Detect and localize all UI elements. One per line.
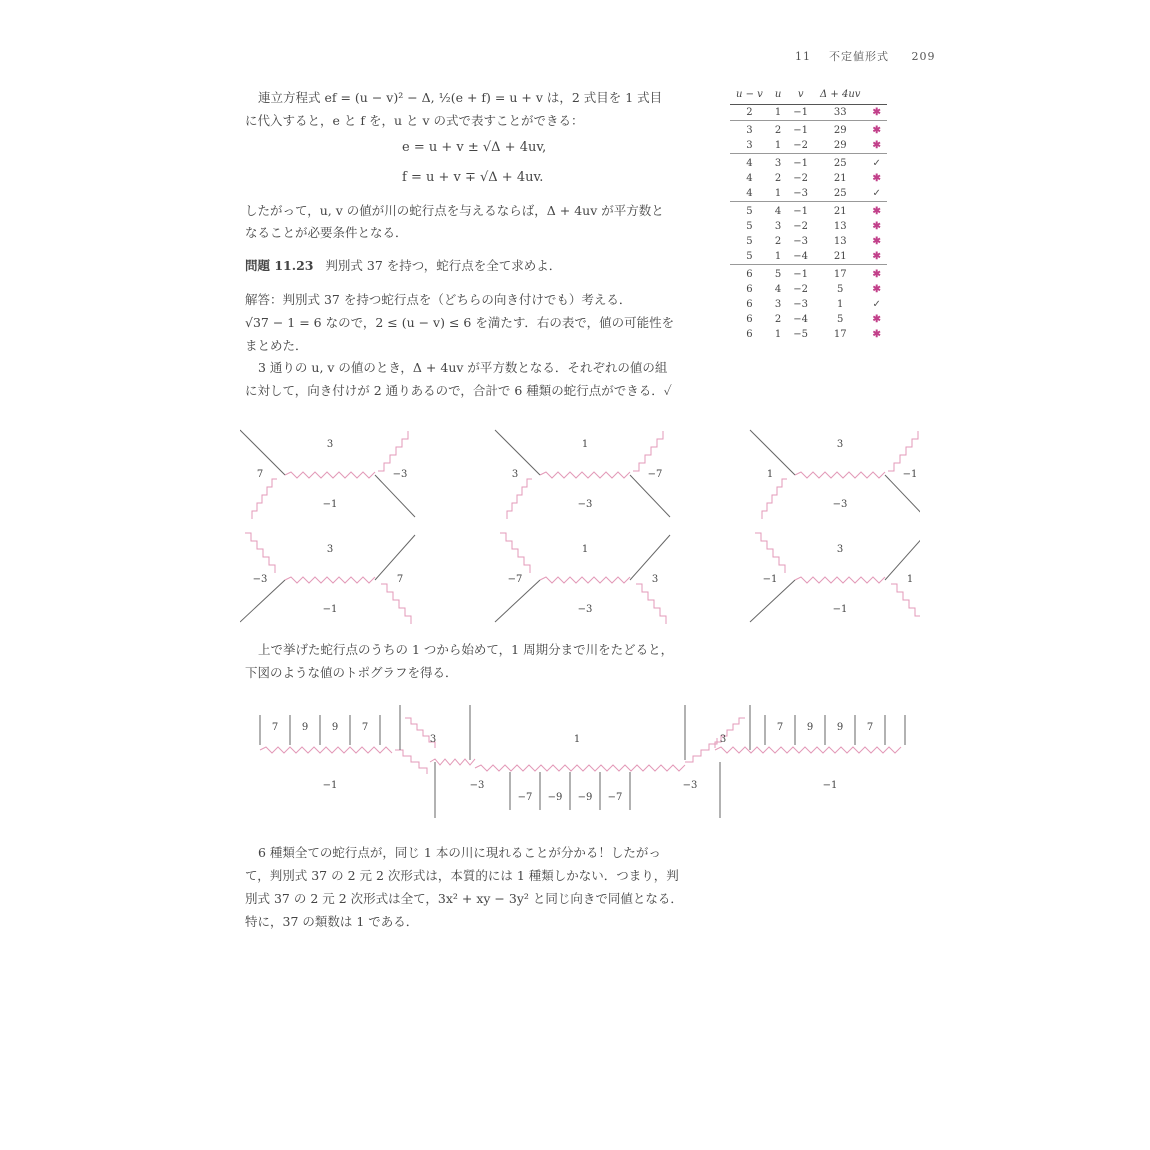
region-value-right: −3 xyxy=(392,469,408,480)
region-value: −9 xyxy=(547,792,563,803)
positive-staircase xyxy=(891,584,920,624)
river-staircase xyxy=(395,750,427,774)
cell-mark: ✱ xyxy=(866,121,886,139)
cell-mark: ✓ xyxy=(866,154,886,172)
cell-delta: 13 xyxy=(833,221,847,232)
table-row xyxy=(730,105,887,121)
cell-u: 3 xyxy=(769,154,787,172)
positive-staircase xyxy=(381,584,411,624)
cell-u: 3 xyxy=(774,221,782,232)
conclusion-line-4: 特に，37 の類数は 1 である． xyxy=(245,914,419,929)
cell-u: 5 xyxy=(769,265,787,283)
cell-mark: ✱ xyxy=(872,140,881,151)
value-table-wrapper xyxy=(730,84,887,342)
region-value: 7 xyxy=(866,722,874,733)
page-number: 209 xyxy=(911,50,936,63)
problem-label: 問題 11.23 xyxy=(245,258,314,273)
table-row xyxy=(730,327,887,342)
cell-u-minus-v: 2 xyxy=(746,107,753,118)
solution-line-1: 解答：判別式 37 を持つ蛇行点を（どちらの向き付けでも）考える． xyxy=(245,292,632,307)
cell-u-minus-v: 3 xyxy=(730,121,769,139)
river-staircase xyxy=(685,738,717,762)
positive-staircase xyxy=(500,533,530,573)
header-u-minus-v: u − v xyxy=(730,84,769,105)
river-wave xyxy=(285,472,375,478)
region-value: −7 xyxy=(517,792,533,803)
chapter-number: 11 xyxy=(795,50,811,63)
boundary-line xyxy=(885,475,920,517)
boundary-line xyxy=(240,580,285,622)
region-value: −3 xyxy=(469,780,485,791)
cell-mark: ✱ xyxy=(872,107,881,118)
region-value-left: 7 xyxy=(256,469,264,480)
cell-mark: ✱ xyxy=(872,251,881,262)
region-value: 7 xyxy=(361,722,369,733)
table-row xyxy=(730,138,887,154)
region-value-top: 3 xyxy=(836,544,844,555)
conclusion-line-2: て，判別式 37 の 2 元 2 次形式は，本質的には 1 種類しかない．つまり，判 xyxy=(245,868,679,883)
cell-mark: ✱ xyxy=(872,221,881,232)
header-v: v xyxy=(787,84,814,105)
cell-u-minus-v: 4 xyxy=(730,154,769,172)
cell-u-minus-v: 4 xyxy=(746,173,753,184)
cell-v: −2 xyxy=(793,284,809,295)
cell-u: 2 xyxy=(774,173,782,184)
cell-mark: ✓ xyxy=(872,188,881,199)
cell-u: 4 xyxy=(774,284,782,295)
region-value-bottom: −3 xyxy=(832,499,848,510)
region-value: 9 xyxy=(806,722,814,733)
region-value: −1 xyxy=(322,780,338,791)
region-value: 9 xyxy=(331,722,339,733)
region-value-top: 1 xyxy=(581,439,589,450)
region-value-right: 7 xyxy=(396,574,404,585)
boundary-line xyxy=(630,535,670,580)
region-value-left: −7 xyxy=(507,574,523,585)
positive-staircase xyxy=(755,533,785,573)
topograph-diagram xyxy=(245,700,915,825)
conclusion-line-3: 別式 37 の 2 元 2 次形式は全て，3x² + xy − 3y² と同じ向きで同値となる． xyxy=(245,891,683,906)
cell-v: −3 xyxy=(793,188,809,199)
region-value: −9 xyxy=(577,792,593,803)
region-value-bottom: −3 xyxy=(577,604,593,615)
cell-u-minus-v: 5 xyxy=(730,202,769,220)
cell-u: 1 xyxy=(774,329,782,340)
solution-line-3: まとめた． xyxy=(245,338,308,353)
region-value: 1 xyxy=(573,734,581,745)
cell-u-minus-v: 5 xyxy=(746,221,753,232)
region-value-top: 3 xyxy=(326,439,334,450)
conclusion-line-1: 6 種類全ての蛇行点が，同じ 1 本の川に現れることが分かる！したがっ xyxy=(258,845,661,860)
cell-delta: 25 xyxy=(833,188,847,199)
cell-u-minus-v: 6 xyxy=(746,314,753,325)
cell-u: 1 xyxy=(774,140,782,151)
cell-delta: 17 xyxy=(814,265,866,283)
equation-f: f = u + v ∓ √Δ + 4uv. xyxy=(402,170,544,185)
positive-staircase xyxy=(762,479,787,519)
table-row xyxy=(730,186,887,202)
boundary-line xyxy=(630,475,670,517)
problem-text: 判別式 37 を持つ，蛇行点を全て求めよ． xyxy=(325,258,562,273)
cell-mark: ✱ xyxy=(872,173,881,184)
cell-u: 1 xyxy=(774,107,782,118)
cell-delta: 5 xyxy=(837,284,844,295)
river-wave xyxy=(475,765,685,771)
positive-staircase xyxy=(252,479,277,519)
intro-line-4: なることが必要条件となる． xyxy=(245,225,408,240)
solution-line-2: √37 − 1 = 6 なので，2 ≤ (u − v) ≤ 6 を満たす．右の表で，値の可能性を xyxy=(245,315,675,330)
region-value-left: 3 xyxy=(511,469,519,480)
region-value: 3 xyxy=(719,734,727,745)
table-row xyxy=(730,282,887,297)
positive-staircase xyxy=(507,479,532,519)
cell-u: 3 xyxy=(774,299,782,310)
region-value-right: −1 xyxy=(902,469,918,480)
region-value-bottom: −1 xyxy=(832,604,848,615)
boundary-line xyxy=(750,580,795,622)
equation-e: e = u + v ± √Δ + 4uv, xyxy=(402,140,547,155)
problem-statement xyxy=(245,253,561,279)
cell-delta: 1 xyxy=(837,299,844,310)
cell-u-minus-v: 5 xyxy=(746,236,753,247)
cell-v: −1 xyxy=(787,154,814,172)
header-delta: Δ + 4uv xyxy=(814,84,866,105)
table-row xyxy=(730,234,887,249)
river-wave xyxy=(715,747,901,753)
cell-delta: 33 xyxy=(833,107,847,118)
region-value: −7 xyxy=(607,792,623,803)
region-value-right: −7 xyxy=(647,469,663,480)
table-row xyxy=(730,219,887,234)
cell-v: −2 xyxy=(793,221,809,232)
cell-mark: ✱ xyxy=(866,202,886,220)
boundary-line xyxy=(375,475,415,517)
river-wave xyxy=(540,577,630,583)
river-wave xyxy=(285,577,375,583)
cell-u-minus-v: 3 xyxy=(746,140,753,151)
middle-line-2: 下図のような値のトポグラフを得る． xyxy=(245,665,458,680)
cell-u-minus-v: 6 xyxy=(746,284,753,295)
cell-v: −4 xyxy=(793,251,809,262)
cell-mark: ✱ xyxy=(872,284,881,295)
table-row xyxy=(730,154,887,172)
header-u: u xyxy=(769,84,787,105)
cell-v: −3 xyxy=(793,236,809,247)
intro-line-1: 連立方程式 ef = (u − v)² − Δ, ½(e + f) = u + v は，2 式目を 1 式目 xyxy=(258,90,663,105)
table-row xyxy=(730,171,887,186)
table-row xyxy=(730,297,887,312)
positive-staircase xyxy=(888,431,918,471)
cell-delta: 5 xyxy=(837,314,844,325)
solution-line-5: に対して，向き付けが 2 通りあるので，合計で 6 種類の蛇行点ができる．✓ xyxy=(245,383,672,398)
region-value-left: −1 xyxy=(762,574,778,585)
positive-staircase xyxy=(378,431,408,471)
cell-delta: 21 xyxy=(833,173,847,184)
cell-delta: 25 xyxy=(814,154,866,172)
region-value: −3 xyxy=(682,780,698,791)
table-row xyxy=(730,121,887,139)
middle-line-1: 上で挙げた蛇行点のうちの 1 つから始めて，1 周期分まで川をたどると， xyxy=(258,642,674,657)
table-header-row xyxy=(730,84,887,105)
region-value: 7 xyxy=(271,722,279,733)
intro-line-3: したがって，u, v の値が川の蛇行点を与えるならば，Δ + 4uv が平方数と xyxy=(245,203,664,218)
boundary-line xyxy=(495,580,540,622)
cell-delta: 17 xyxy=(833,329,847,340)
positive-staircase xyxy=(633,431,663,471)
running-header xyxy=(795,48,935,64)
positive-staircase xyxy=(245,533,275,573)
solution-line-4: 3 通りの u, v の値のとき，Δ + 4uv が平方数となる．それぞれの値の組 xyxy=(258,360,668,375)
cell-delta: 29 xyxy=(833,140,847,151)
region-value: 9 xyxy=(836,722,844,733)
region-value: 7 xyxy=(776,722,784,733)
cell-u-minus-v: 5 xyxy=(746,251,753,262)
cell-v: −1 xyxy=(787,265,814,283)
cell-u: 4 xyxy=(769,202,787,220)
region-value: −1 xyxy=(822,780,838,791)
region-value-bottom: −3 xyxy=(577,499,593,510)
region-value: 9 xyxy=(301,722,309,733)
cell-v: −3 xyxy=(793,299,809,310)
cell-u-minus-v: 6 xyxy=(746,299,753,310)
region-value-top: 3 xyxy=(326,544,334,555)
table-row xyxy=(730,312,887,327)
cell-u: 2 xyxy=(774,314,782,325)
cell-mark: ✱ xyxy=(866,265,886,283)
cell-u-minus-v: 4 xyxy=(746,188,753,199)
value-table xyxy=(730,84,887,342)
cell-mark: ✱ xyxy=(872,329,881,340)
region-value-top: 1 xyxy=(581,544,589,555)
cell-u: 2 xyxy=(774,236,782,247)
cell-delta: 13 xyxy=(833,236,847,247)
cell-mark: ✓ xyxy=(872,299,881,310)
river-wave xyxy=(795,472,885,478)
region-value-bottom: −1 xyxy=(322,604,338,615)
boundary-line xyxy=(885,535,920,580)
region-value-left: −3 xyxy=(252,574,268,585)
cell-delta: 21 xyxy=(814,202,866,220)
positive-staircase xyxy=(636,584,666,624)
cell-mark: ✱ xyxy=(872,236,881,247)
cell-v: −5 xyxy=(793,329,809,340)
cell-delta: 21 xyxy=(833,251,847,262)
cell-v: −1 xyxy=(787,202,814,220)
region-value-right: 3 xyxy=(651,574,659,585)
cell-u: 1 xyxy=(774,251,782,262)
river-wave xyxy=(260,747,392,753)
cell-v: −1 xyxy=(793,107,809,118)
table-row xyxy=(730,202,887,220)
vertex-diagrams xyxy=(240,425,920,625)
region-value-left: 1 xyxy=(766,469,774,480)
cell-delta: 29 xyxy=(814,121,866,139)
boundary-line xyxy=(375,535,415,580)
chapter-title: 不定値形式 xyxy=(829,50,889,63)
header-mark xyxy=(866,84,886,105)
region-value-top: 3 xyxy=(836,439,844,450)
cell-u: 2 xyxy=(769,121,787,139)
cell-v: −2 xyxy=(793,140,809,151)
cell-mark: ✱ xyxy=(872,314,881,325)
cell-v: −1 xyxy=(787,121,814,139)
region-value-right: 1 xyxy=(906,574,914,585)
cell-v: −2 xyxy=(793,173,809,184)
table-row xyxy=(730,265,887,283)
river-wave xyxy=(430,759,475,765)
cell-u-minus-v: 6 xyxy=(746,329,753,340)
intro-line-2: に代入すると，e と f を，u と v の式で表すことができる： xyxy=(245,113,584,128)
cell-u-minus-v: 6 xyxy=(730,265,769,283)
river-wave xyxy=(540,472,630,478)
cell-u: 1 xyxy=(774,188,782,199)
region-value: 3 xyxy=(429,734,437,745)
table-row xyxy=(730,249,887,265)
river-wave xyxy=(795,577,885,583)
cell-v: −4 xyxy=(793,314,809,325)
region-value-bottom: −1 xyxy=(322,499,338,510)
